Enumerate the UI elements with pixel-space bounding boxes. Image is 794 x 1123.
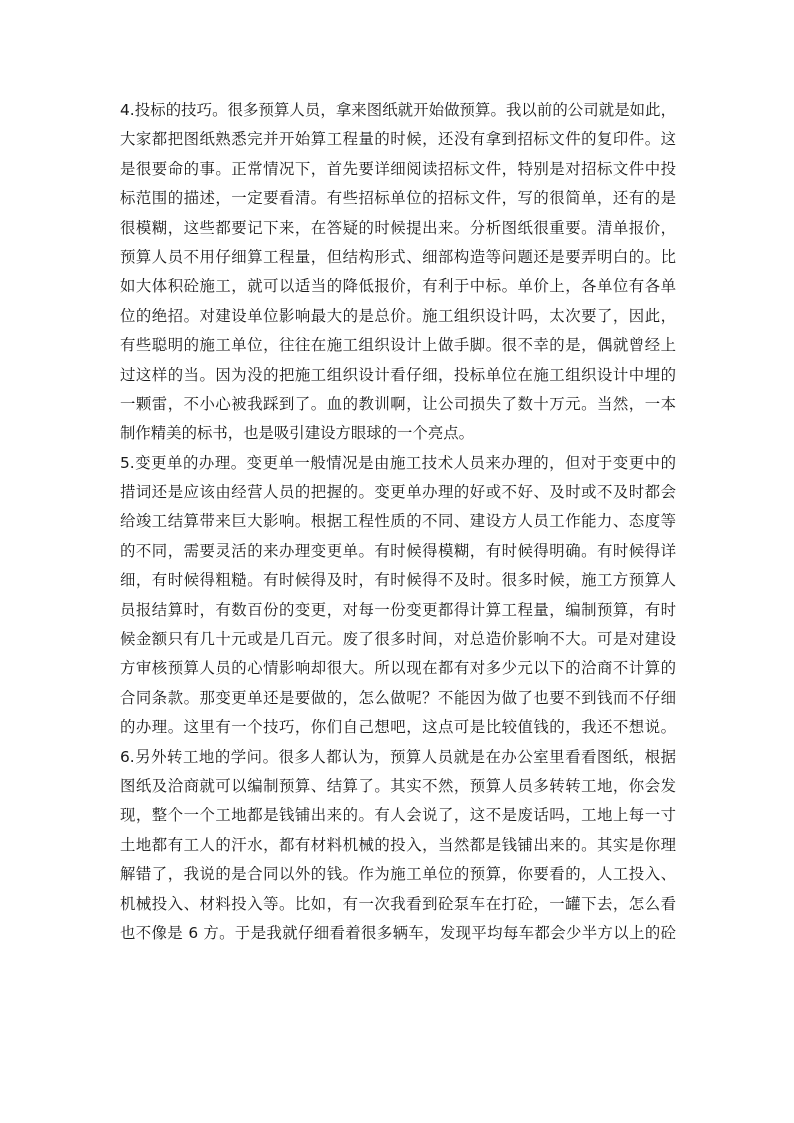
text-line: 图纸及洽商就可以编制预算、结算了。其实不然，预算人员多转转工地，你会发: [120, 776, 676, 795]
text-line: 位的绝招。对建设单位影响最大的是总价。施工组织设计吗，太次要了，因此，: [120, 306, 676, 325]
text-line: 也不像是 6 方。于是我就仔细看着很多辆车，发现平均每车都会少半方以上的砼: [120, 923, 676, 942]
text-line: 5.变更单的办理。变更单一般情况是由施工技术人员来办理的，但对于变更中的: [120, 453, 676, 472]
text-line: 6.另外转工地的学问。很多人都认为，预算人员就是在办公室里看看图纸，根据: [120, 747, 676, 766]
text-line: 如大体积砼施工，就可以适当的降低报价，有利于中标。单价上，各单位有各单: [120, 277, 676, 296]
text-line: 预算人员不用仔细算工程量，但结构形式、细部构造等问题还是要弄明白的。比: [120, 247, 676, 266]
text-line: 合同条款。那变更单还是要做的，怎么做呢？不能因为做了也要不到钱而不仔细: [120, 688, 676, 707]
text-line: 制作精美的标书，也是吸引建设方眼球的一个亮点。: [120, 424, 474, 443]
document-page: [120, 96, 676, 948]
text-line: 大家都把图纸熟悉完并开始算工程量的时候，还没有拿到招标文件的复印件。这: [120, 130, 676, 149]
text-line: 4.投标的技巧。很多预算人员，拿来图纸就开始做预算。我以前的公司就是如此，: [120, 101, 676, 119]
text-line: 的不同，需要灵活的来办理变更单。有时候得模糊，有时候得明确。有时候得详: [120, 541, 676, 560]
text-line: 措词还是应该由经营人员的把握的。变更单办理的好或不好、及时或不及时都会: [120, 483, 676, 502]
text-line: 细，有时候得粗糙。有时候得及时，有时候得不及时。很多时候，施工方预算人: [120, 571, 676, 590]
text-line: 有些聪明的施工单位，往往在施工组织设计上做手脚。很不幸的是，偶就曾经上: [120, 336, 676, 355]
text-line: 现，整个一个工地都是钱铺出来的。有人会说了，这不是废话吗，工地上每一寸: [120, 806, 676, 825]
text-line: 给竣工结算带来巨大影响。根据工程性质的不同、建设方人员工作能力、态度等: [120, 512, 676, 531]
text-line: 员报结算时，有数百份的变更，对每一份变更都得计算工程量，编制预算，有时: [120, 600, 676, 619]
text-line: 土地都有工人的汗水，都有材料机械的投入，当然都是钱铺出来的。其实是你理: [120, 835, 676, 854]
text-line: 标范围的描述，一定要看清。有些招标单位的招标文件，写的很简单，还有的是: [120, 189, 676, 208]
text-line: 很模糊，这些都要记下来，在答疑的时候提出来。分析图纸很重要。清单报价，: [120, 218, 676, 237]
text-line: 过这样的当。因为没的把施工组织设计看仔细，投标单位在施工组织设计中埋的: [120, 365, 676, 384]
text-line: 一颗雷，不小心被我踩到了。血的教训啊，让公司损失了数十万元。当然，一本: [120, 394, 676, 413]
text-line: 机械投入、材料投入等。比如，有一次我看到砼泵车在打砼，一罐下去，怎么看: [120, 894, 676, 913]
text-line: 的办理。这里有一个技巧，你们自己想吧，这点可是比较值钱的，我还不想说。: [120, 718, 676, 737]
text-line: 方审核预算人员的心情影响却很大。所以现在都有对多少元以下的洽商不计算的: [120, 659, 676, 678]
text-line: 解错了，我说的是合同以外的钱。作为施工单位的预算，你要看的，人工投入、: [120, 865, 676, 884]
text-line: 候金额只有几十元或是几百元。废了很多时间，对总造价影响不大。可是对建设: [120, 630, 676, 649]
text-line: 是很要命的事。正常情况下，首先要详细阅读招标文件，特别是对招标文件中投: [120, 159, 676, 178]
